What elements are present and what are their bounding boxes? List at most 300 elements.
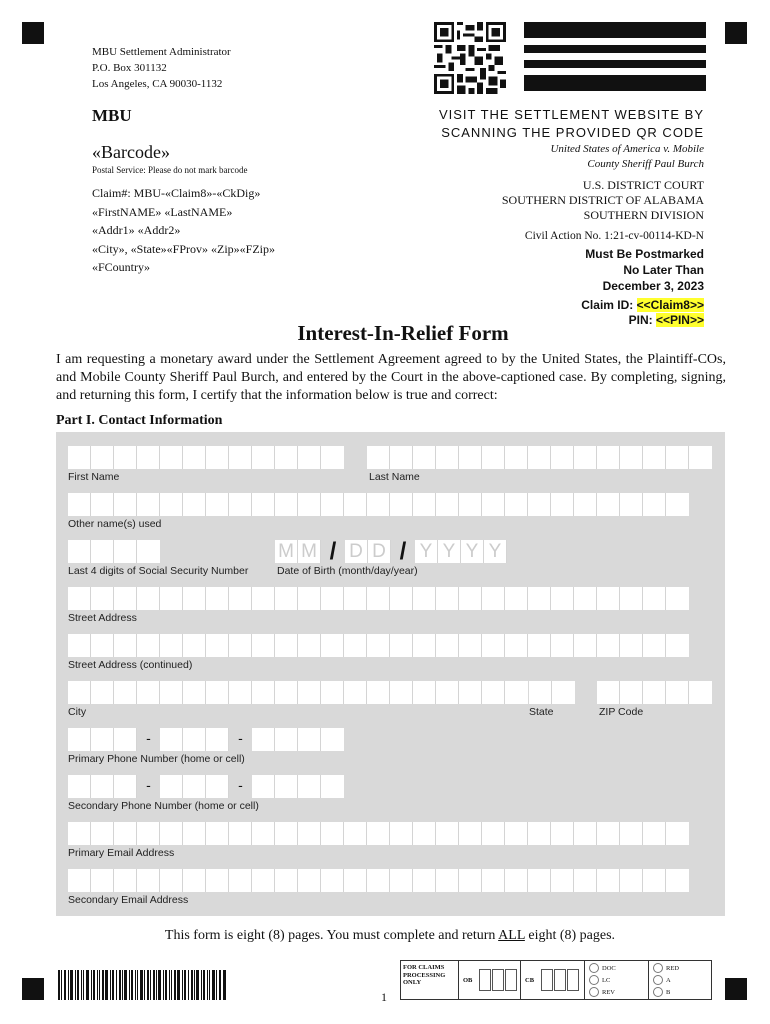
char-box[interactable] bbox=[666, 587, 689, 610]
char-box[interactable] bbox=[68, 587, 91, 610]
char-box[interactable] bbox=[160, 681, 183, 704]
char-box[interactable] bbox=[551, 493, 574, 516]
cb-box[interactable] bbox=[541, 969, 553, 991]
last-name-label: Last Name bbox=[369, 471, 420, 483]
char-box[interactable] bbox=[68, 869, 91, 892]
char-box[interactable] bbox=[114, 634, 137, 657]
char-box[interactable] bbox=[321, 681, 344, 704]
char-box[interactable] bbox=[298, 681, 321, 704]
char-box[interactable] bbox=[436, 822, 459, 845]
char-box[interactable] bbox=[160, 587, 183, 610]
state-field[interactable] bbox=[529, 681, 575, 704]
radio-circle[interactable] bbox=[653, 963, 663, 973]
visit-line-1: VISIT THE SETTLEMENT WEBSITE BY bbox=[438, 107, 704, 122]
dob-year-box[interactable]: Y bbox=[484, 540, 507, 563]
char-box[interactable] bbox=[91, 681, 114, 704]
char-box[interactable] bbox=[298, 493, 321, 516]
char-box[interactable] bbox=[68, 822, 91, 845]
char-box[interactable] bbox=[298, 775, 321, 798]
char-box[interactable] bbox=[321, 775, 344, 798]
char-box[interactable] bbox=[459, 446, 482, 469]
char-box[interactable] bbox=[643, 587, 666, 610]
char-box[interactable] bbox=[114, 681, 137, 704]
char-box[interactable] bbox=[620, 493, 643, 516]
char-box[interactable] bbox=[529, 681, 552, 704]
char-box[interactable] bbox=[390, 587, 413, 610]
char-box[interactable] bbox=[436, 446, 459, 469]
char-box[interactable] bbox=[114, 446, 137, 469]
page-note-before: This form is eight (8) pages. You must complete and return bbox=[164, 928, 499, 943]
char-box[interactable] bbox=[252, 493, 275, 516]
radio-circle[interactable] bbox=[653, 987, 663, 997]
ob-box[interactable] bbox=[479, 969, 491, 991]
char-box[interactable] bbox=[275, 681, 298, 704]
char-box[interactable] bbox=[528, 822, 551, 845]
char-box[interactable] bbox=[666, 822, 689, 845]
char-box[interactable] bbox=[160, 634, 183, 657]
sender-line-1: MBU Settlement Administrator bbox=[92, 46, 231, 58]
char-box[interactable] bbox=[344, 587, 367, 610]
first-name-field[interactable] bbox=[68, 446, 344, 469]
dob-label: Date of Birth (month/day/year) bbox=[277, 565, 418, 577]
char-box[interactable] bbox=[275, 446, 298, 469]
char-box[interactable] bbox=[574, 634, 597, 657]
secondary-email-label: Secondary Email Address bbox=[68, 894, 189, 906]
char-box[interactable] bbox=[160, 869, 183, 892]
char-box[interactable] bbox=[574, 869, 597, 892]
char-box[interactable] bbox=[551, 587, 574, 610]
sender-line-2: P.O. Box 301132 bbox=[92, 62, 167, 74]
radio-circle[interactable] bbox=[589, 963, 599, 973]
char-box[interactable] bbox=[298, 587, 321, 610]
char-box[interactable] bbox=[137, 681, 160, 704]
char-box[interactable] bbox=[643, 822, 666, 845]
char-box[interactable] bbox=[298, 728, 321, 751]
char-box[interactable] bbox=[114, 587, 137, 610]
zip-field[interactable] bbox=[597, 681, 712, 704]
char-box[interactable] bbox=[137, 634, 160, 657]
char-box[interactable] bbox=[229, 493, 252, 516]
char-box[interactable] bbox=[666, 493, 689, 516]
char-box[interactable] bbox=[620, 681, 643, 704]
char-box[interactable] bbox=[574, 446, 597, 469]
char-box[interactable] bbox=[482, 587, 505, 610]
char-box[interactable] bbox=[137, 869, 160, 892]
char-box[interactable] bbox=[160, 822, 183, 845]
char-box[interactable] bbox=[620, 446, 643, 469]
rev-option[interactable] bbox=[589, 987, 615, 997]
char-box[interactable] bbox=[505, 634, 528, 657]
char-box[interactable] bbox=[68, 446, 91, 469]
char-box[interactable] bbox=[482, 869, 505, 892]
char-box[interactable] bbox=[91, 822, 114, 845]
char-box[interactable] bbox=[160, 728, 183, 751]
bar bbox=[524, 75, 706, 91]
dob-day-box[interactable]: D bbox=[345, 540, 368, 563]
char-box[interactable] bbox=[183, 681, 206, 704]
char-box[interactable] bbox=[552, 681, 575, 704]
other-names-field[interactable] bbox=[68, 493, 689, 516]
char-box[interactable] bbox=[229, 822, 252, 845]
char-box[interactable] bbox=[68, 634, 91, 657]
char-box[interactable] bbox=[321, 446, 344, 469]
char-box[interactable] bbox=[620, 587, 643, 610]
page-count-note bbox=[0, 928, 770, 944]
char-box[interactable] bbox=[321, 822, 344, 845]
char-box[interactable] bbox=[206, 775, 229, 798]
char-box[interactable] bbox=[413, 446, 436, 469]
char-box[interactable] bbox=[252, 587, 275, 610]
dob-year-box[interactable]: Y bbox=[415, 540, 438, 563]
char-box[interactable] bbox=[252, 681, 275, 704]
char-box[interactable] bbox=[114, 493, 137, 516]
char-box[interactable] bbox=[183, 822, 206, 845]
char-box[interactable] bbox=[689, 681, 712, 704]
char-box[interactable] bbox=[137, 493, 160, 516]
cb-box[interactable] bbox=[567, 969, 579, 991]
case-line-1: United States of America v. Mobile bbox=[550, 143, 704, 155]
char-box[interactable] bbox=[275, 822, 298, 845]
char-box[interactable] bbox=[643, 634, 666, 657]
char-box[interactable] bbox=[482, 634, 505, 657]
char-box[interactable] bbox=[137, 822, 160, 845]
char-box[interactable] bbox=[643, 681, 666, 704]
cb-box[interactable] bbox=[554, 969, 566, 991]
char-box[interactable] bbox=[413, 681, 436, 704]
char-box[interactable] bbox=[390, 681, 413, 704]
dob-slash: / bbox=[399, 538, 407, 565]
a-option[interactable] bbox=[653, 975, 671, 985]
radio-circle[interactable] bbox=[589, 987, 599, 997]
bar bbox=[524, 60, 706, 68]
qr-code bbox=[434, 22, 506, 94]
char-box[interactable] bbox=[114, 775, 137, 798]
dob-month-box[interactable]: M bbox=[298, 540, 321, 563]
char-box[interactable] bbox=[91, 493, 114, 516]
char-box[interactable] bbox=[68, 775, 91, 798]
street-address-2-label: Street Address (continued) bbox=[68, 659, 193, 671]
char-box[interactable] bbox=[160, 493, 183, 516]
page-number: 1 bbox=[381, 990, 387, 1004]
char-box[interactable] bbox=[68, 681, 91, 704]
claim-number-line: Claim#: MBU-«Claim8»-«CkDig» bbox=[92, 186, 261, 200]
char-box[interactable] bbox=[390, 822, 413, 845]
char-box[interactable] bbox=[275, 728, 298, 751]
char-box[interactable] bbox=[620, 869, 643, 892]
char-box[interactable] bbox=[505, 822, 528, 845]
phone-dash: - bbox=[238, 730, 243, 746]
char-box[interactable] bbox=[528, 493, 551, 516]
char-box[interactable] bbox=[91, 775, 114, 798]
char-box[interactable] bbox=[551, 446, 574, 469]
claim-id-value: <<Claim8>> bbox=[636, 298, 704, 312]
char-box[interactable] bbox=[459, 869, 482, 892]
char-box[interactable] bbox=[597, 634, 620, 657]
char-box[interactable] bbox=[321, 493, 344, 516]
doc-option-label: DOC bbox=[602, 964, 616, 972]
char-box[interactable] bbox=[528, 869, 551, 892]
char-box[interactable] bbox=[436, 869, 459, 892]
char-box[interactable] bbox=[252, 775, 275, 798]
char-box[interactable] bbox=[344, 869, 367, 892]
char-box[interactable] bbox=[459, 681, 482, 704]
char-box[interactable] bbox=[137, 446, 160, 469]
char-box[interactable] bbox=[344, 634, 367, 657]
char-box[interactable] bbox=[275, 869, 298, 892]
char-box[interactable] bbox=[206, 869, 229, 892]
ob-box[interactable] bbox=[505, 969, 517, 991]
char-box[interactable] bbox=[321, 869, 344, 892]
phone-dash: - bbox=[238, 777, 243, 793]
mbu-label: MBU bbox=[92, 106, 132, 125]
char-box[interactable] bbox=[275, 587, 298, 610]
char-box[interactable] bbox=[114, 869, 137, 892]
char-box[interactable] bbox=[344, 681, 367, 704]
dob-month-box[interactable]: M bbox=[275, 540, 298, 563]
char-box[interactable] bbox=[229, 587, 252, 610]
dob-day-box[interactable]: D bbox=[368, 540, 391, 563]
street-address-field[interactable] bbox=[68, 587, 689, 610]
char-box[interactable] bbox=[597, 822, 620, 845]
char-box[interactable] bbox=[252, 446, 275, 469]
char-box[interactable] bbox=[620, 634, 643, 657]
char-box[interactable] bbox=[114, 540, 137, 563]
char-box[interactable] bbox=[183, 634, 206, 657]
char-box[interactable] bbox=[321, 634, 344, 657]
char-box[interactable] bbox=[459, 493, 482, 516]
primary-email-field[interactable] bbox=[68, 822, 689, 845]
char-box[interactable] bbox=[91, 869, 114, 892]
char-box[interactable] bbox=[229, 681, 252, 704]
char-box[interactable] bbox=[597, 446, 620, 469]
char-box[interactable] bbox=[413, 869, 436, 892]
char-box[interactable] bbox=[275, 634, 298, 657]
char-box[interactable] bbox=[597, 587, 620, 610]
char-box[interactable] bbox=[482, 681, 505, 704]
secondary-email-field[interactable] bbox=[68, 869, 689, 892]
char-box[interactable] bbox=[666, 634, 689, 657]
char-box[interactable] bbox=[459, 587, 482, 610]
char-box[interactable] bbox=[620, 822, 643, 845]
intelligent-mail-bars bbox=[524, 22, 706, 98]
char-box[interactable] bbox=[413, 493, 436, 516]
char-box[interactable] bbox=[367, 446, 390, 469]
char-box[interactable] bbox=[367, 869, 390, 892]
char-box[interactable] bbox=[666, 869, 689, 892]
char-box[interactable] bbox=[505, 869, 528, 892]
city-label: City bbox=[68, 706, 87, 718]
char-box[interactable] bbox=[298, 822, 321, 845]
recipient-street-line: «Addr1» «Addr2» bbox=[92, 223, 181, 237]
cb-cell bbox=[521, 961, 585, 999]
char-box[interactable] bbox=[252, 634, 275, 657]
char-box[interactable] bbox=[183, 775, 206, 798]
char-box[interactable] bbox=[91, 634, 114, 657]
char-box[interactable] bbox=[252, 822, 275, 845]
char-box[interactable] bbox=[666, 681, 689, 704]
char-box[interactable] bbox=[390, 634, 413, 657]
char-box[interactable] bbox=[367, 493, 390, 516]
char-box[interactable] bbox=[68, 493, 91, 516]
char-box[interactable] bbox=[482, 446, 505, 469]
char-box[interactable] bbox=[206, 587, 229, 610]
char-box[interactable] bbox=[183, 728, 206, 751]
char-box[interactable] bbox=[459, 634, 482, 657]
recipient-address bbox=[92, 184, 275, 277]
char-box[interactable] bbox=[252, 728, 275, 751]
lc-option[interactable] bbox=[589, 975, 610, 985]
char-box[interactable] bbox=[574, 493, 597, 516]
visit-line-2: SCANNING THE PROVIDED QR CODE bbox=[441, 125, 704, 140]
char-box[interactable] bbox=[574, 587, 597, 610]
cb-label: CB bbox=[525, 977, 535, 984]
char-box[interactable] bbox=[551, 869, 574, 892]
char-box[interactable] bbox=[344, 822, 367, 845]
char-box[interactable] bbox=[137, 587, 160, 610]
char-box[interactable] bbox=[367, 634, 390, 657]
radio-circle[interactable] bbox=[653, 975, 663, 985]
char-box[interactable] bbox=[206, 728, 229, 751]
char-box[interactable] bbox=[390, 869, 413, 892]
processing-label-3: ONLY bbox=[403, 979, 422, 986]
char-box[interactable] bbox=[413, 587, 436, 610]
part-title: Part I. Contact Information bbox=[56, 413, 223, 428]
processing-label-cell bbox=[401, 961, 459, 999]
char-box[interactable] bbox=[390, 493, 413, 516]
char-box[interactable] bbox=[183, 446, 206, 469]
char-box[interactable] bbox=[505, 587, 528, 610]
secondary-phone-field[interactable] bbox=[68, 775, 344, 798]
char-box[interactable] bbox=[321, 587, 344, 610]
doc-options-cell bbox=[585, 961, 649, 999]
char-box[interactable] bbox=[275, 775, 298, 798]
char-box[interactable] bbox=[643, 869, 666, 892]
char-box[interactable] bbox=[436, 634, 459, 657]
char-box[interactable] bbox=[183, 869, 206, 892]
a-option-label: A bbox=[666, 976, 671, 984]
char-box[interactable] bbox=[229, 634, 252, 657]
char-box[interactable] bbox=[344, 493, 367, 516]
char-box[interactable] bbox=[114, 728, 137, 751]
char-box[interactable] bbox=[597, 869, 620, 892]
char-box[interactable] bbox=[229, 869, 252, 892]
recipient-name-line: «FirstNAME» «LastNAME» bbox=[92, 204, 233, 219]
char-box[interactable] bbox=[551, 822, 574, 845]
doc-option[interactable] bbox=[589, 963, 616, 973]
char-box[interactable] bbox=[574, 822, 597, 845]
char-box[interactable] bbox=[505, 681, 528, 704]
char-box[interactable] bbox=[505, 446, 528, 469]
char-box[interactable] bbox=[275, 493, 298, 516]
char-box[interactable] bbox=[551, 634, 574, 657]
red-option[interactable] bbox=[653, 963, 679, 973]
char-box[interactable] bbox=[160, 446, 183, 469]
civil-action-number: Civil Action No. 1:21-cv-00114-KD-N bbox=[524, 230, 704, 242]
char-box[interactable] bbox=[528, 634, 551, 657]
street-address-2-field[interactable] bbox=[68, 634, 689, 657]
b-option[interactable] bbox=[653, 987, 670, 997]
char-box[interactable] bbox=[91, 587, 114, 610]
ssn-last4-field[interactable] bbox=[68, 540, 160, 563]
char-box[interactable] bbox=[206, 634, 229, 657]
char-box[interactable] bbox=[206, 446, 229, 469]
char-box[interactable] bbox=[643, 493, 666, 516]
char-box[interactable] bbox=[229, 446, 252, 469]
char-box[interactable] bbox=[298, 446, 321, 469]
postmark-line-3: December 3, 2023 bbox=[602, 279, 704, 293]
char-box[interactable] bbox=[689, 446, 712, 469]
char-box[interactable] bbox=[298, 634, 321, 657]
char-box[interactable] bbox=[666, 446, 689, 469]
postmark-line-2: No Later Than bbox=[623, 263, 704, 277]
char-box[interactable] bbox=[206, 822, 229, 845]
char-box[interactable] bbox=[597, 681, 620, 704]
char-box[interactable] bbox=[528, 587, 551, 610]
char-box[interactable] bbox=[68, 540, 91, 563]
char-box[interactable] bbox=[390, 446, 413, 469]
dob-year-box[interactable]: Y bbox=[438, 540, 461, 563]
char-box[interactable] bbox=[413, 822, 436, 845]
rev-option-label: REV bbox=[602, 988, 615, 996]
char-box[interactable] bbox=[482, 822, 505, 845]
court-line-3: SOUTHERN DIVISION bbox=[583, 208, 704, 222]
char-box[interactable] bbox=[436, 587, 459, 610]
last-name-field[interactable] bbox=[367, 446, 712, 469]
char-box[interactable] bbox=[597, 493, 620, 516]
char-box[interactable] bbox=[321, 728, 344, 751]
dob-year-box[interactable]: Y bbox=[461, 540, 484, 563]
dob-field[interactable] bbox=[275, 540, 507, 563]
recipient-country-line: «FCountry» bbox=[92, 260, 151, 274]
char-box[interactable] bbox=[643, 446, 666, 469]
char-box[interactable] bbox=[206, 493, 229, 516]
char-box[interactable] bbox=[298, 869, 321, 892]
processing-label-2: PROCESSING bbox=[403, 971, 446, 979]
char-box[interactable] bbox=[367, 681, 390, 704]
char-box[interactable] bbox=[367, 587, 390, 610]
char-box[interactable] bbox=[183, 493, 206, 516]
char-box[interactable] bbox=[91, 446, 114, 469]
char-box[interactable] bbox=[206, 681, 229, 704]
char-box[interactable] bbox=[436, 493, 459, 516]
radio-circle[interactable] bbox=[589, 975, 599, 985]
char-box[interactable] bbox=[91, 540, 114, 563]
registration-mark-top-left bbox=[22, 22, 44, 44]
char-box[interactable] bbox=[114, 822, 137, 845]
char-box[interactable] bbox=[505, 493, 528, 516]
state-label: State bbox=[529, 706, 554, 718]
char-box[interactable] bbox=[68, 728, 91, 751]
char-box[interactable] bbox=[252, 869, 275, 892]
char-box[interactable] bbox=[160, 775, 183, 798]
char-box[interactable] bbox=[459, 822, 482, 845]
char-box[interactable] bbox=[367, 822, 390, 845]
claim-id-line bbox=[581, 298, 704, 313]
char-box[interactable] bbox=[436, 681, 459, 704]
char-box[interactable] bbox=[528, 446, 551, 469]
char-box[interactable] bbox=[137, 540, 160, 563]
char-box[interactable] bbox=[91, 728, 114, 751]
char-box[interactable] bbox=[413, 634, 436, 657]
ob-box[interactable] bbox=[492, 969, 504, 991]
char-box[interactable] bbox=[183, 587, 206, 610]
char-box[interactable] bbox=[482, 493, 505, 516]
page-note-after: eight (8) pages. bbox=[524, 928, 616, 943]
lc-option-label: LC bbox=[602, 976, 611, 984]
city-field[interactable] bbox=[68, 681, 528, 704]
primary-phone-field[interactable] bbox=[68, 728, 344, 751]
phone-dash: - bbox=[146, 730, 151, 746]
